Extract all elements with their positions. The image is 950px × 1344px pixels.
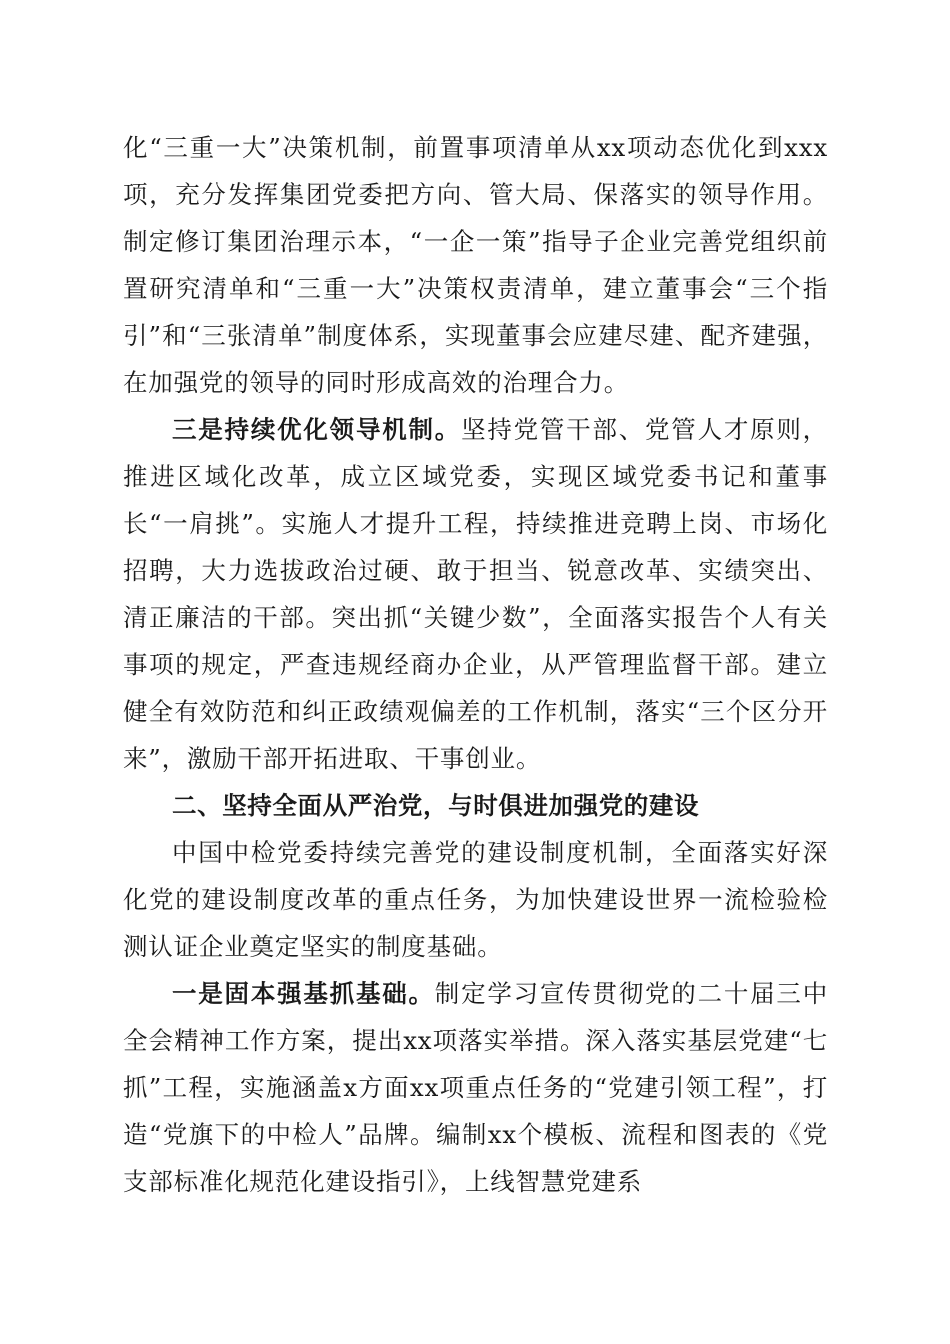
section-heading: 二、坚持全面从严治党，与时俱进加强党的建设 <box>172 791 700 820</box>
paragraph-text: 制定学习宣传贯彻党的二十届三中全会精神工作方案，提出xx项落实举措。深入落实基层党建“七抓”工程，实施涵盖x方面xx项重点任务的“党建引领工程”，打造“党旗下的中检人”品牌。编制xx个模板、流程和图表的《党支部标准化规范化建设指引》，上线智慧党建系 <box>123 979 829 1196</box>
paragraph-text: 化“三重一大”决策机制，前置事项清单从xx项动态优化到xxx项，充分发挥集团党委把方向、管大局、保落实的领导作用。制定修订集团治理示本，“一企一策”指导子企业完善党组织前置研究清单和“三重一大”决策权责清单，建立董事会“三个指引”和“三张清单”制度体系，实现董事会应建尽建、配齐建强，在加强党的领导的同时形成高效的治理合力。 <box>123 133 828 397</box>
section-intro-paragraph: 中国中检党委持续完善党的建设制度机制，全面落实好深化党的建设制度改革的重点任务，为加快建设世界一流检验检测认证企业奠定坚实的制度基础。 <box>123 838 828 961</box>
paragraph-continued <box>123 124 828 406</box>
paragraph-leadership-mechanism <box>123 406 828 782</box>
document-body <box>123 124 828 1205</box>
paragraph-text: 坚持党管干部、党管人才原则，推进区域化改革，成立区域党委，实现区域党委书记和董事长“一肩挑”。实施人才提升工程，持续推进竞聘上岗、市场化招聘，大力选拔政治过硬、敢于担当、锐意改革、实绩突出、清正廉洁的干部。突出抓“关键少数”，全面落实报告个人有关事项的规定，严查违规经商办企业，从严管理监督干部。建立健全有效防范和纠正政绩观偏差的工作机制，落实“三个区分开来”，激励干部开拓进取、干事创业。 <box>123 415 828 773</box>
paragraph-lead: 一是固本强基抓基础。 <box>172 979 435 1008</box>
paragraph-lead: 三是持续优化领导机制。 <box>172 415 462 444</box>
paragraph-foundation <box>123 970 828 1205</box>
